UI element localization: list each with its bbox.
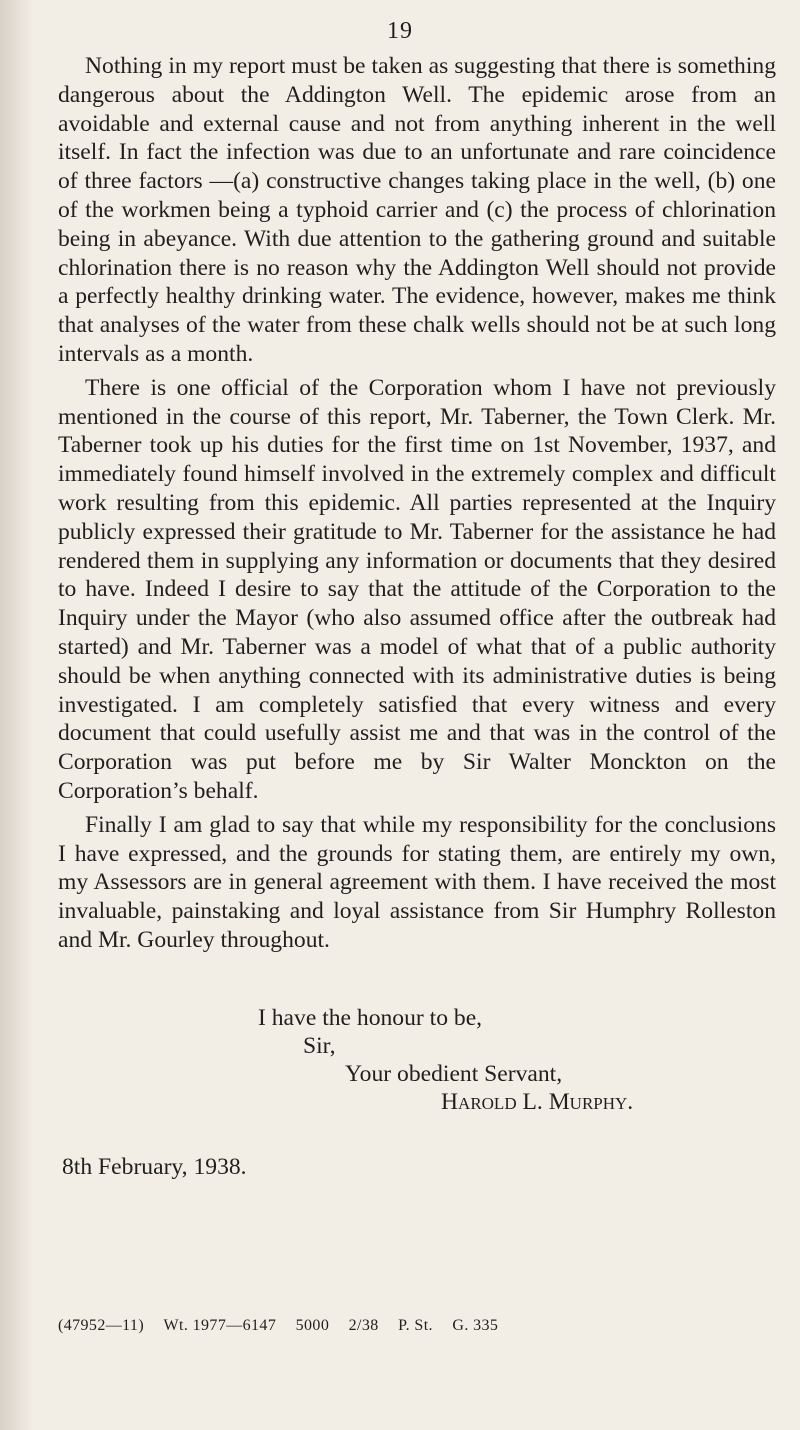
- imprint-number: G. 335: [452, 1317, 499, 1334]
- closing-servant-line: Your obedient Servant,: [345, 1061, 563, 1087]
- imprint-quantity: 5000: [295, 1317, 330, 1334]
- paragraph-town-clerk: There is one official of the Corporation whom I have not previously mentioned in the course of this report, Mr. Taberner, the Town Clerk. Mr. Taberner took up his duties for the first time on 1st November, 1937, and immediately found himself involved in the extremely complex and difficult work resulting from this epidemic. All parties represented at the Inquiry publicly expressed their gratitude to Mr. Taberner for the assistance he had rendered them in supplying any information or documents that they desired to have. Indeed I desire to say that the attitude of the Corporation to the Inquiry under the Mayor (who also assumed office after the outbreak had started) and Mr. Taberner was a model of what that of a public authority should be when anything connected with its administrative duties is being investigated. I am completely satisfied that every witness and every document that could usefully assist me and that was in the control of the Corporation was put before me by Sir Walter Monckton on the Corporation’s behalf.: [58, 374, 776, 804]
- signature: Harold L. Murphy.: [441, 1089, 634, 1115]
- imprint-weight: Wt. 1977—6147: [163, 1317, 277, 1334]
- closing-salutation: Sir,: [303, 1033, 336, 1059]
- printer-imprint: [58, 1317, 498, 1335]
- paragraph-addington-well: Nothing in my report must be taken as suggesting that there is something dangerous about the Addington Well. The epidemic arose from an avoidable and external cause and not from anything inherent in the well itself. In fact the infection was due to an unfortunate and rare coincidence of three factors —(a) constructive changes taking place in the well, (b) one of the workmen being a typhoid carrier and (c) the process of chlorination being in abeyance. With due attention to the gathering ground and suitable chlorination there is no reason why the Addington Well should not provide a perfectly healthy drinking water. The evidence, however, makes me think that analyses of the water from these chalk wells should not be at such long intervals as a month.: [58, 53, 776, 367]
- paragraph-assessors: Finally I am glad to say that while my responsibility for the conclusions I have expressed, and the grounds for stating them, are entirely my own, my Assessors are in general agreement with them. I have received the most invaluable, painstaking and loyal assistance from Sir Humphry Rolleston and Mr. Gourley throughout.: [58, 811, 776, 953]
- imprint-code: (47952—11): [58, 1317, 145, 1334]
- report-date: 8th February, 1938.: [62, 1154, 247, 1180]
- closing-honour-line: I have the honour to be,: [258, 1005, 483, 1031]
- imprint-printer: P. St.: [398, 1317, 433, 1334]
- page-edge-shadow: [0, 0, 34, 1430]
- page-number: 19: [387, 18, 413, 44]
- imprint-date: 2/38: [348, 1317, 379, 1334]
- report-body: [58, 52, 776, 955]
